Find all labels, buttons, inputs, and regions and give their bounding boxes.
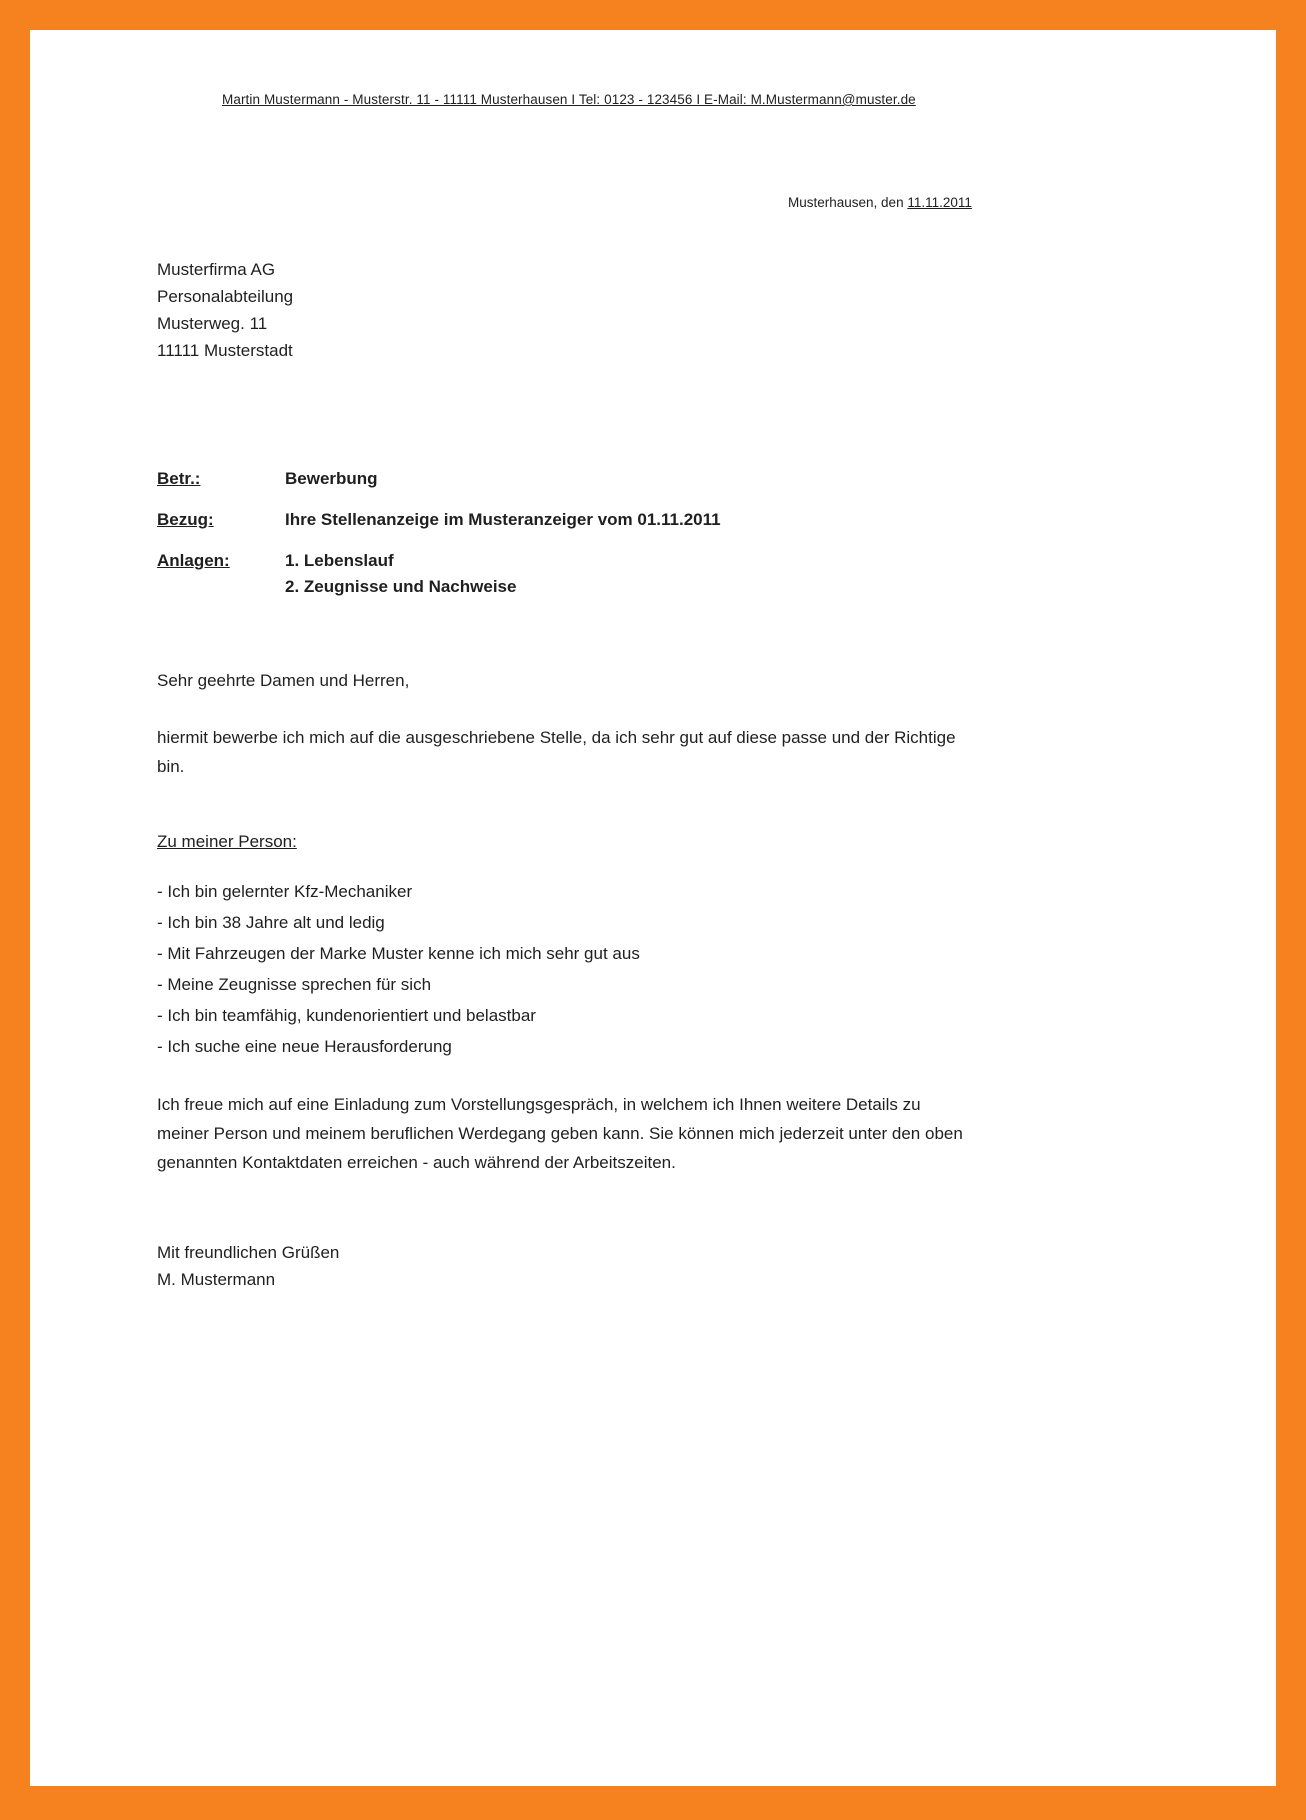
anlagen-values xyxy=(285,548,516,600)
subject-row-anlagen xyxy=(157,548,1176,600)
recipient-street: Musterweg. 11 xyxy=(157,314,268,333)
section-heading-person: Zu meiner Person: xyxy=(157,832,297,851)
signoff-block xyxy=(157,1239,1176,1293)
signature-name: M. Mustermann xyxy=(157,1270,276,1289)
subject-block xyxy=(157,466,1176,600)
letter-body xyxy=(157,666,977,1177)
person-point: - Ich bin gelernter Kfz-Mechaniker xyxy=(157,882,413,901)
recipient-company: Musterfirma AG xyxy=(157,260,276,279)
recipient-department: Personalabteilung xyxy=(157,287,294,306)
recipient-address-block xyxy=(157,256,1176,364)
closing-paragraph: Ich freue mich auf eine Einladung zum Vorstellungsgespräch, in welchem ich Ihnen weitere Details zu meiner Person und meinem beruflichen Werdegang geben kann. Sie können mich jederzeit unter den oben genannten Kontaktdaten erreichen - auch während der Arbeitszeiten. xyxy=(157,1095,963,1172)
bezug-value: Ihre Stellenanzeige im Musteranzeiger vom 01.11.2011 xyxy=(285,510,721,529)
person-point: - Mit Fahrzeugen der Marke Muster kenne ich mich sehr gut aus xyxy=(157,944,640,963)
person-point: - Ich suche eine neue Herausforderung xyxy=(157,1037,452,1056)
sender-contact-line: Martin Mustermann - Musterstr. 11 - 11111 Musterhausen I Tel: 0123 - 123456 I E-Mail: M.Mustermann@muster.de xyxy=(222,92,916,107)
letter-content xyxy=(30,30,1276,1293)
person-point: - Meine Zeugnisse sprechen für sich xyxy=(157,975,432,994)
subject-row-bezug xyxy=(157,507,1176,533)
betr-label: Betr.: xyxy=(157,469,201,488)
intro-paragraph: hiermit bewerbe ich mich auf die ausgeschriebene Stelle, da ich sehr gut auf diese passe und der Richtige bin. xyxy=(157,728,956,776)
person-point: - Ich bin teamfähig, kundenorientiert und belastbar xyxy=(157,1006,536,1025)
anlagen-label: Anlagen: xyxy=(157,551,230,570)
subject-row-betr xyxy=(157,466,1176,492)
date-line xyxy=(788,195,1176,210)
bezug-label: Bezug: xyxy=(157,510,214,529)
recipient-city: 11111 Musterstadt xyxy=(157,341,293,360)
salutation: Sehr geehrte Damen und Herren, xyxy=(157,671,410,690)
date-value: 11.11.2011 xyxy=(907,195,972,210)
person-points-list xyxy=(157,876,977,1062)
signoff-greeting: Mit freundlichen Grüßen xyxy=(157,1243,340,1262)
person-point: - Ich bin 38 Jahre alt und ledig xyxy=(157,913,385,932)
date-place-prefix: Musterhausen, den xyxy=(788,195,908,210)
letter-page xyxy=(30,30,1276,1786)
anlagen-item-2: 2. Zeugnisse und Nachweise xyxy=(285,577,517,596)
betr-value: Bewerbung xyxy=(285,469,378,488)
anlagen-item-1: 1. Lebenslauf xyxy=(285,551,394,570)
